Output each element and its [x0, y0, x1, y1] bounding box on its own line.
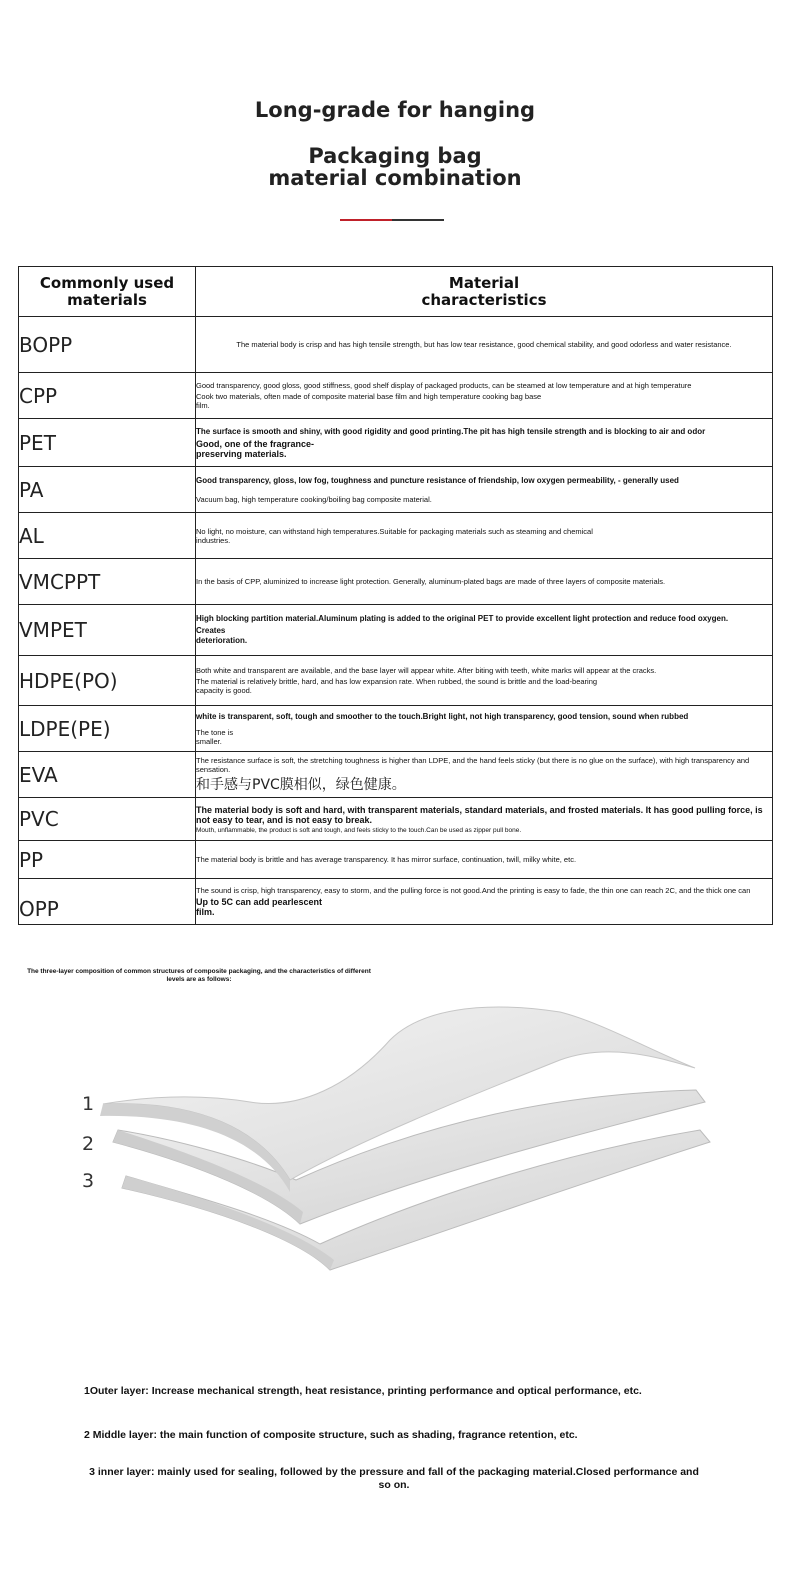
page-title: Long-grade for hanging	[254, 98, 536, 122]
legend-inner-layer: 3 inner layer: mainly used for sealing, followed by the pressure and fall of the packaging material.Closed performance and so on.	[89, 1466, 699, 1491]
material-name: LDPE(PE)	[19, 706, 196, 752]
material-description: Good transparency, gloss, low fog, toughness and puncture resistance of friendship, low oxygen permeability, - generally used Vacuum bag, high temperature cooking/boiling bag composite material.	[196, 467, 773, 513]
material-description: The sound is crisp, high transparency, easy to storm, and the pulling force is not good.And the printing is easy to fade, the thin one can reach 2C, and the thick one can Up to 5C can add pearlescent film.	[196, 879, 773, 925]
layer-number-1: 1	[82, 1093, 95, 1115]
column-header-materials: Commonly used materials	[19, 267, 196, 317]
material-description: Good transparency, good gloss, good stiffness, good shelf display of packaged products, can be steamed at low temperature and at high temperature Cook two materials, often made of composite material base film and high temperature cooking bag base film.	[196, 373, 773, 419]
inner-layer-sheet	[0, 990, 120, 1330]
title-divider-accent	[340, 219, 392, 221]
table-row	[19, 467, 773, 513]
material-name: PVC	[19, 798, 196, 841]
material-name: CPP	[19, 373, 196, 419]
material-description: The surface is smooth and shiny, with good rigidity and good printing.The pit has high tensile strength and is blocking to air and odor Good, one of the fragrance-preserving materials.	[196, 419, 773, 467]
material-description: In the basis of CPP, aluminized to increase light protection. Generally, aluminum-plated bags are made of three layers of composite materials.	[196, 559, 773, 605]
layer-number-3: 3	[82, 1170, 95, 1192]
materials-table	[18, 266, 773, 925]
table-row	[19, 373, 773, 419]
material-description: The material body is brittle and has average transparency. It has mirror surface, continuation, twill, milky white, etc.	[196, 841, 773, 879]
material-name: HDPE(PO)	[19, 656, 196, 706]
material-name: VMCPPT	[19, 559, 196, 605]
table-row	[19, 752, 773, 798]
material-name: AL	[19, 513, 196, 559]
table-row	[19, 706, 773, 752]
table-row	[19, 879, 773, 925]
material-name: PET	[19, 419, 196, 467]
legend-middle-layer: 2 Middle layer: the main function of composite structure, such as shading, fragrance retention, etc.	[84, 1429, 578, 1441]
material-description: white is transparent, soft, tough and smoother to the touch.Bright light, not high transparency, good tension, sound when rubbed The tone is smaller.	[196, 706, 773, 752]
table-row	[19, 513, 773, 559]
table-row	[19, 419, 773, 467]
material-name: PA	[19, 467, 196, 513]
title-divider	[392, 219, 444, 221]
page-subtitle: Packaging bag material combination	[268, 144, 522, 190]
material-description: The material body is crisp and has high tensile strength, but has low tear resistance, good chemical stability, and good odorless and water resistance.	[196, 317, 773, 373]
table-row	[19, 798, 773, 841]
composite-caption: The three-layer composition of common structures of composite packaging, and the characteristics of different levels are as follows:	[27, 968, 371, 983]
material-description: Both white and transparent are available, and the base layer will appear white. After biting with teeth, white marks will appear at the cracks. The material is relatively brittle, hard, and has low expansion rate. When rubbed, the sound is brittle and the load-bearing capacity is good.	[196, 656, 773, 706]
material-name: BOPP	[19, 317, 196, 373]
column-header-characteristics: Material characteristics	[196, 267, 773, 317]
table-row	[19, 656, 773, 706]
material-description: No light, no moisture, can withstand high temperatures.Suitable for packaging materials such as steaming and chemical industries.	[196, 513, 773, 559]
layer-number-2: 2	[82, 1133, 95, 1155]
material-name: VMPET	[19, 605, 196, 656]
composite-layers-illustration	[0, 990, 790, 1330]
material-description: The material body is soft and hard, with transparent materials, standard materials, and frosted materials. It has good pulling force, is not easy to tear, and is not easy to break. Mouth, unflammable, the product is soft and tough, and feels sticky to the touch.Can be used as zipper pull bone.	[196, 798, 773, 841]
material-name: EVA	[19, 752, 196, 798]
table-row	[19, 605, 773, 656]
table-row	[19, 559, 773, 605]
legend-outer-layer: 1Outer layer: Increase mechanical strength, heat resistance, printing performance and optical performance, etc.	[84, 1385, 642, 1397]
table-row	[19, 317, 773, 373]
material-name: OPP	[19, 879, 196, 925]
material-description: High blocking partition material.Aluminum plating is added to the original PET to provide excellent light protection and reduce food oxygen. Creates deterioration.	[196, 605, 773, 656]
material-description: The resistance surface is soft, the stretching toughness is higher than LDPE, and the hand feels sticky (but there is no glue on the surface), with high transparency and sensation. 和手感与PVC膜相似，绿色健康。	[196, 752, 773, 798]
table-row	[19, 841, 773, 879]
material-name: PP	[19, 841, 196, 879]
